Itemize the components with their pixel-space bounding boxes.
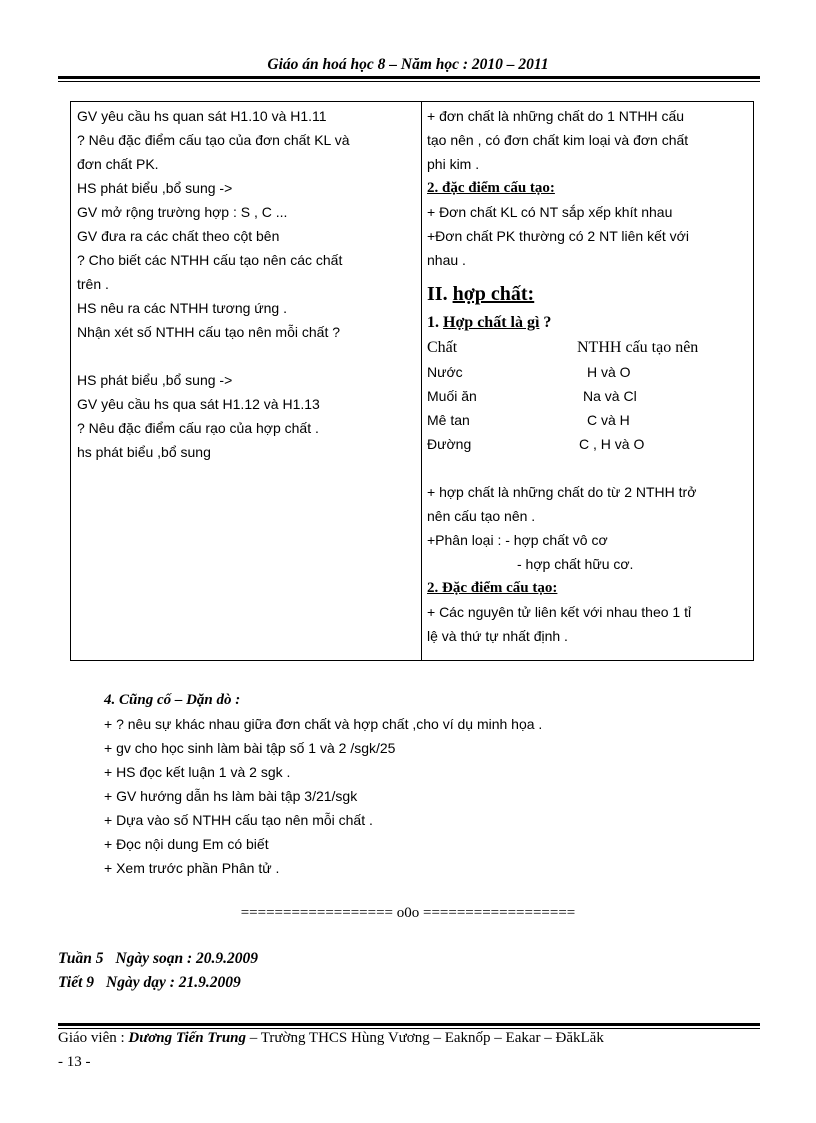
page-number: - 13 -: [58, 1054, 91, 1070]
activity-line: ? Nêu đặc điểm cấu rạo của hợp chất .: [77, 420, 319, 436]
compound-substance: Muối ăn: [427, 388, 477, 404]
school-name: – Trường THCS Hùng Vương – Eaknốp – Eakar – ĐăkLăk: [249, 1030, 604, 1046]
table-column-divider: [421, 102, 422, 660]
content-line: phi kim .: [427, 156, 480, 172]
compound-header-substance: Chất: [427, 339, 458, 356]
summary-title: 4. Cũng cố – Dặn dò :: [104, 692, 241, 708]
compound-elements: C và H: [587, 412, 630, 428]
summary-item: + Dựa vào số NTHH cấu tạo nên mỗi chất .: [104, 812, 373, 828]
activity-line: HS nêu ra các NTHH tương ứng .: [77, 300, 287, 316]
section-separator: ================== o0o ==================: [240, 905, 576, 921]
content-line: +Đơn chất PK thường có 2 NT liên kết với: [427, 228, 689, 244]
compound-header-elements: NTHH cấu tạo nên: [577, 339, 699, 356]
content-line: + Các nguyên tử liên kết với nhau theo 1 tỉ: [427, 604, 692, 620]
summary-item: + gv cho học sinh làm bài tập số 1 và 2 /sgk/25: [104, 740, 396, 756]
content-line: nhau .: [427, 252, 466, 268]
section-heading-compounds: [427, 278, 749, 310]
schedule-period-line: [58, 974, 241, 992]
teacher-name: Dương Tiến Trung: [128, 1030, 247, 1046]
compound-substance: Mê tan: [427, 412, 470, 428]
schedule-week: Tuần 5: [58, 950, 104, 967]
summary-section: [104, 688, 542, 880]
schedule-period: Tiết 9: [58, 974, 95, 991]
footer-rule-thick: [58, 1023, 760, 1026]
blank-line: [77, 344, 417, 368]
subheading-number: 1.: [427, 314, 439, 331]
compounds-header-row: [427, 336, 749, 360]
activity-line: GV yêu cầu hs quan sát H1.10 và H1.11: [77, 108, 327, 124]
subheading-question: ?: [539, 314, 552, 331]
summary-item: + HS đọc kết luận 1 và 2 sgk .: [104, 764, 291, 780]
schedule-teach-date: Ngày dạy : 21.9.2009: [106, 974, 241, 991]
section-title: hợp chất:: [452, 283, 535, 305]
content-line: tạo nên , có đơn chất kim loại và đơn chất: [427, 132, 689, 148]
lesson-content: [427, 104, 749, 648]
section-number: II.: [427, 283, 448, 305]
activity-line: GV yêu cầu hs qua sát H1.12 và H1.13: [77, 396, 320, 412]
footer-label: Giáo viên :: [58, 1030, 125, 1046]
schedule-prep-date: Ngày soạn : 20.9.2009: [115, 950, 259, 967]
activity-line: GV đưa ra các chất theo cột bên: [77, 228, 280, 244]
compound-elements: H và O: [587, 364, 631, 380]
activity-line: Nhận xét số NTHH cấu tạo nên mỗi chất ?: [77, 324, 341, 340]
subheading-structure-2: 2. Đặc điểm cấu tạo:: [427, 580, 558, 596]
classification-line: - hợp chất hữu cơ.: [517, 556, 634, 572]
page-footer: [58, 1030, 604, 1047]
header-rule-thin: [58, 81, 760, 82]
summary-item: + GV hướng dẫn hs làm bài tập 3/21/sgk: [104, 788, 358, 804]
content-line: + Đơn chất KL có NT sắp xếp khít nhau: [427, 204, 673, 220]
content-line: lệ và thứ tự nhất định .: [427, 628, 568, 644]
activity-line: HS phát biểu ,bổ sung ->: [77, 180, 233, 196]
schedule-week-line: [58, 950, 258, 968]
summary-item: + Đọc nội dung Em có biết: [104, 836, 269, 852]
subheading-structure-1: 2. đặc điểm cấu tạo:: [427, 180, 555, 196]
compound-row: [427, 432, 749, 456]
compound-substance: Đường: [427, 436, 472, 452]
activity-line: đơn chất PK.: [77, 156, 159, 172]
activity-line: GV mở rộng trường hợp : S , C ...: [77, 204, 288, 220]
compound-row: [427, 384, 749, 408]
summary-item: + ? nêu sự khác nhau giữa đơn chất và hợp chất ,cho ví dụ minh họa .: [104, 716, 543, 732]
activity-line: trên .: [77, 276, 109, 292]
teacher-student-activities: [77, 104, 417, 464]
content-line: nên cấu tạo nên .: [427, 508, 536, 524]
header-rule-thick: [58, 76, 760, 79]
classification-line: +Phân loại : - hợp chất vô cơ: [427, 532, 608, 548]
subheading-what-is-compound: [427, 310, 749, 336]
compound-elements: C , H và O: [579, 436, 645, 452]
blank-line: [427, 456, 749, 480]
page-header-title: Giáo án hoá học 8 – Năm học : 2010 – 2011: [267, 56, 549, 73]
content-line: + đơn chất là những chất do 1 NTHH cấu: [427, 108, 685, 124]
compound-row: [427, 360, 749, 384]
subheading-text: Hợp chất là gì: [443, 314, 540, 331]
compound-row: [427, 408, 749, 432]
lesson-table: [70, 101, 754, 661]
activity-line: ? Cho biết các NTHH cấu tạo nên các chất: [77, 252, 343, 268]
content-line: + hợp chất là những chất do từ 2 NTHH trở: [427, 484, 697, 500]
compound-elements: Na và Cl: [583, 388, 637, 404]
activity-line: HS phát biểu ,bổ sung ->: [77, 372, 233, 388]
activity-line: hs phát biểu ,bổ sung: [77, 444, 211, 460]
footer-rule-thin: [58, 1028, 760, 1029]
summary-item: + Xem trước phần Phân tử .: [104, 860, 280, 876]
compound-substance: Nước: [427, 364, 463, 380]
activity-line: ? Nêu đặc điểm cấu tạo của đơn chất KL và: [77, 132, 350, 148]
